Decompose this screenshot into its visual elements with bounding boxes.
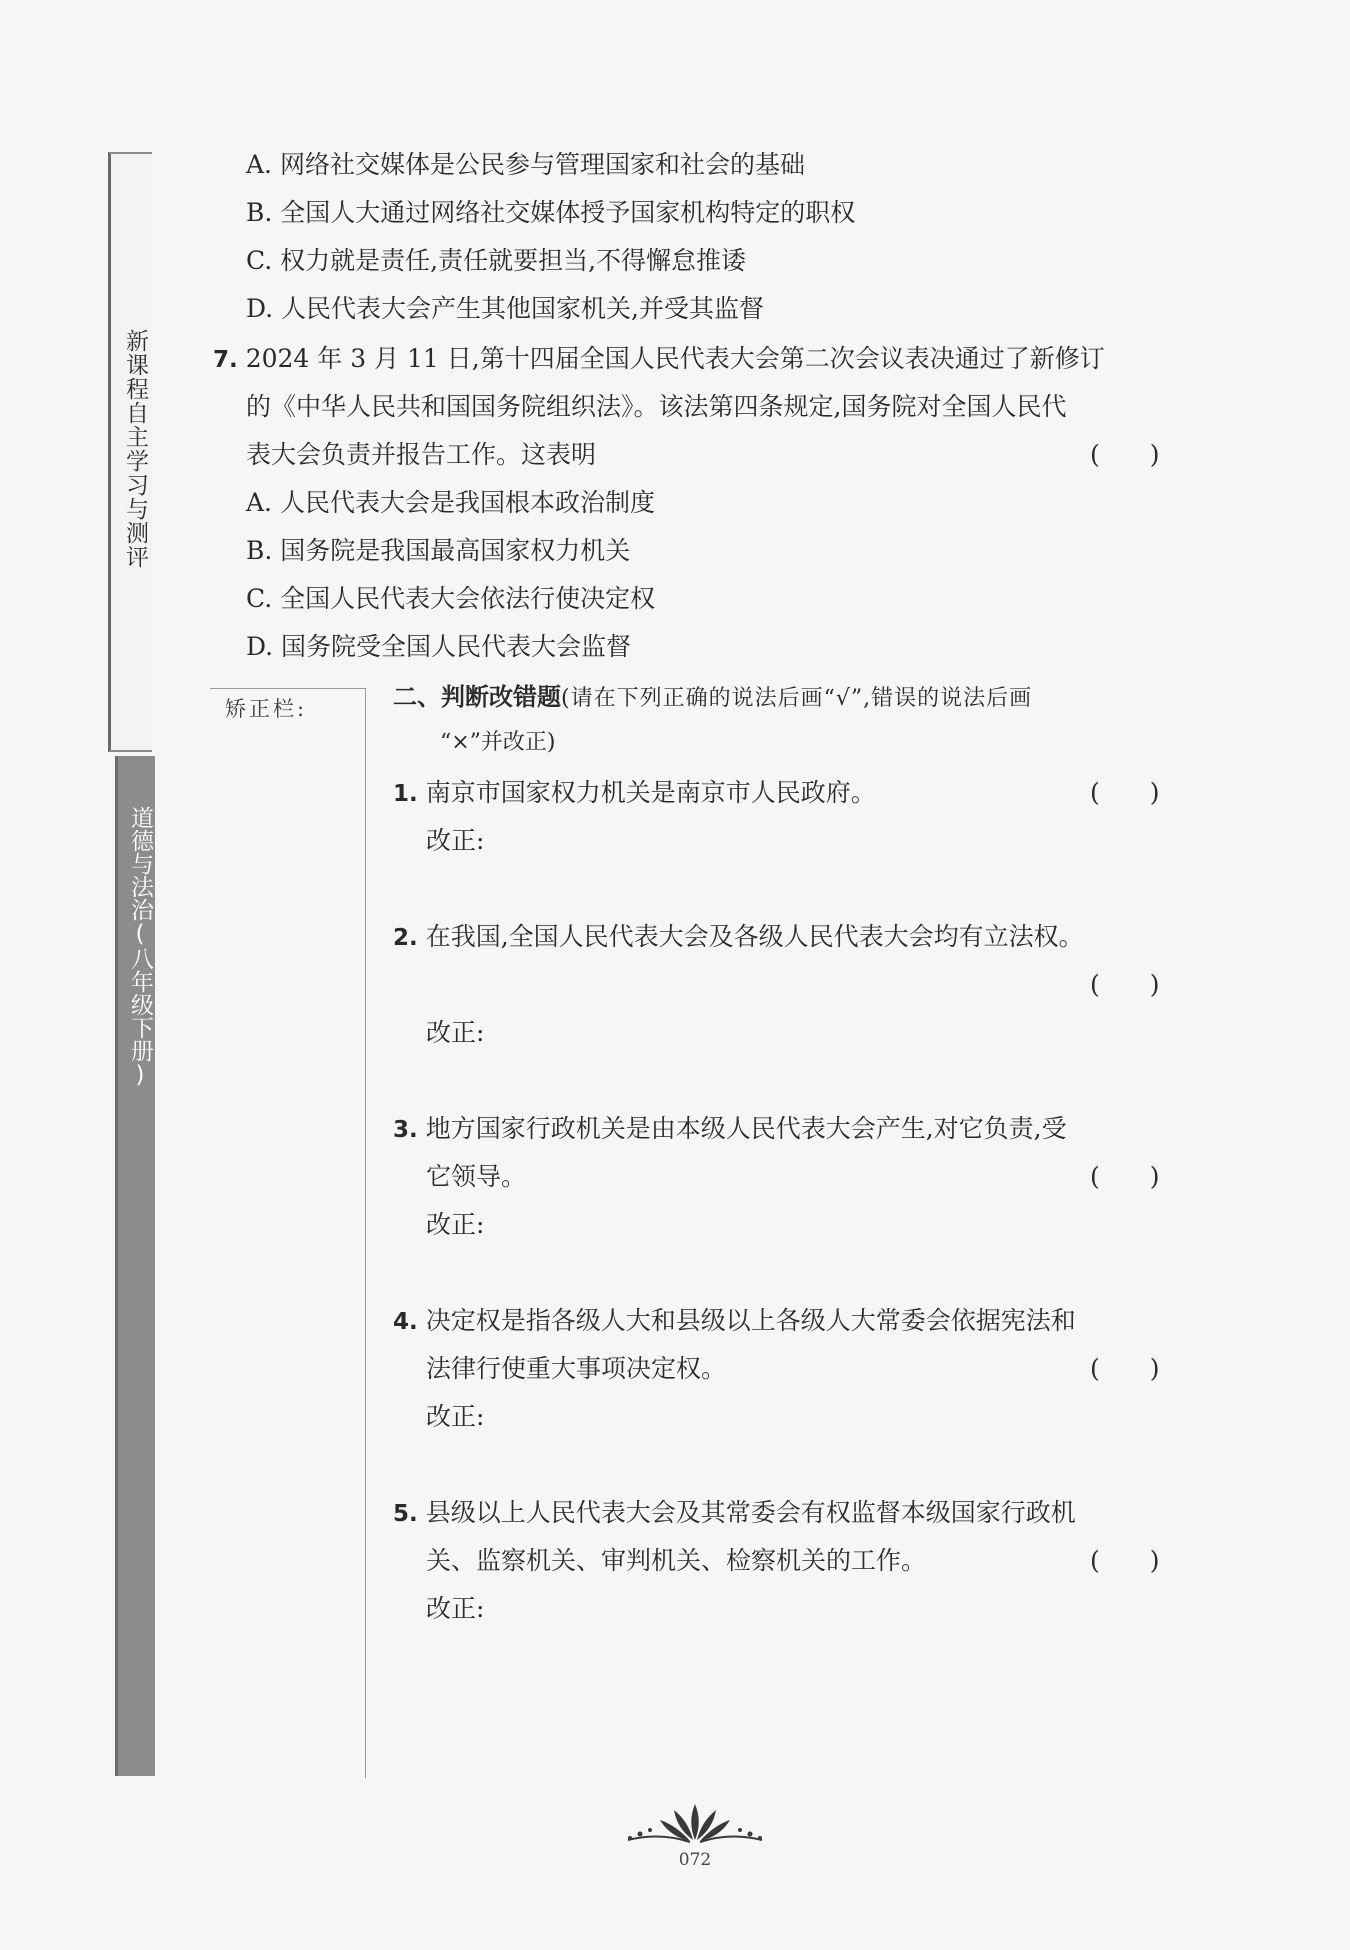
q7-option-b: B. 国务院是我国最高国家权力机关: [246, 536, 631, 565]
judge-item-3-correction-label: 改正:: [426, 1210, 485, 1239]
judge-item-4-text-line-1: 决定权是指各级人大和县级以上各级人大常委会依据宪法和: [425, 1306, 1076, 1335]
q7-stem-line-2: 的《中华人民共和国国务院组织法》。该法第四条规定,国务院对全国人民代: [246, 392, 1067, 421]
judge-item-2-correction-label: 改正:: [426, 1018, 485, 1047]
judge-item-2-parenthesis: ( ): [1090, 970, 1160, 999]
judge-item-4-parenthesis: ( ): [1090, 1354, 1160, 1383]
correction-column: [210, 688, 366, 1778]
floral-ornament-icon: [620, 1800, 770, 1850]
judge-item-1: [393, 776, 876, 811]
q6-option-a: A. 网络社交媒体是公民参与管理国家和社会的基础: [246, 150, 805, 179]
judge-item-5-correction-label: 改正:: [426, 1594, 485, 1623]
judge-item-3-number: 3.: [393, 1117, 418, 1143]
judge-item-5-parenthesis: ( ): [1090, 1546, 1160, 1575]
judge-item-2-number: 2.: [393, 925, 418, 951]
q6-option-d: D. 人民代表大会产生其他国家机关,并受其监督: [246, 294, 764, 323]
section-2-instructions: (请在下列正确的说法后画“√”,错误的说法后画: [561, 686, 1033, 711]
judge-item-4: [393, 1304, 1076, 1339]
sidebar-subject-title: 道德与法治(八年级下册): [127, 806, 153, 1088]
q7-option-a: A. 人民代表大会是我国根本政治制度: [246, 488, 655, 517]
sidebar-subject-tab: [115, 756, 155, 1776]
judge-item-4-number: 4.: [393, 1309, 418, 1335]
judge-item-3-text-line-1: 地方国家行政机关是由本级人民代表大会产生,对它负责,受: [425, 1114, 1067, 1143]
judge-item-3-text-line-2: 它领导。: [426, 1162, 527, 1191]
section-2-title: 二、判断改错题: [393, 683, 561, 711]
q7-stem-line-3: 表大会负责并报告工作。这表明: [246, 440, 597, 469]
q7-text-line-1: 2024 年 3 月 11 日,第十四届全国人民代表大会第二次会议表决通过了新修订: [245, 344, 1105, 373]
section-2-heading: [393, 680, 1032, 716]
judge-item-1-number: 1.: [393, 781, 418, 807]
page-number: 072: [678, 1850, 712, 1870]
q7-option-d: D. 国务院受全国人民代表大会监督: [246, 632, 632, 661]
q7-number: 7.: [213, 347, 238, 373]
sidebar-book-tab: [108, 152, 152, 752]
judge-item-5-text-line-1: 县级以上人民代表大会及其常委会有权监督本级国家行政机: [425, 1498, 1076, 1527]
q7-stem-line-1: [213, 342, 1105, 377]
judge-item-4-correction-label: 改正:: [426, 1402, 485, 1431]
judge-item-4-text-line-2: 法律行使重大事项决定权。: [426, 1354, 727, 1383]
q7-answer-parenthesis: ( ): [1090, 440, 1160, 469]
judge-item-1-parenthesis: ( ): [1090, 778, 1160, 807]
judge-item-2: [393, 920, 1084, 955]
sidebar-book-title: 新课程自主学习与测评: [122, 329, 148, 569]
judge-item-5-text-line-2: 关、监察机关、审判机关、检察机关的工作。: [426, 1546, 927, 1575]
judge-item-3: [393, 1112, 1067, 1147]
judge-item-2-text: 在我国,全国人民代表大会及各级人民代表大会均有立法权。: [425, 922, 1084, 951]
judge-item-1-text: 南京市国家权力机关是南京市人民政府。: [425, 778, 876, 807]
judge-item-1-correction-label: 改正:: [426, 826, 485, 855]
section-2-instructions-cont: “×”并改正): [440, 730, 556, 755]
q6-option-c: C. 权力就是责任,责任就要担当,不得懈怠推诿: [246, 246, 747, 275]
judge-item-5-number: 5.: [393, 1501, 418, 1527]
judge-item-5: [393, 1496, 1076, 1531]
q6-option-b: B. 全国人大通过网络社交媒体授予国家机构特定的职权: [246, 198, 856, 227]
q7-option-c: C. 全国人民代表大会依法行使决定权: [246, 584, 656, 613]
correction-column-label: 矫正栏:: [225, 697, 308, 721]
judge-item-3-parenthesis: ( ): [1090, 1162, 1160, 1191]
